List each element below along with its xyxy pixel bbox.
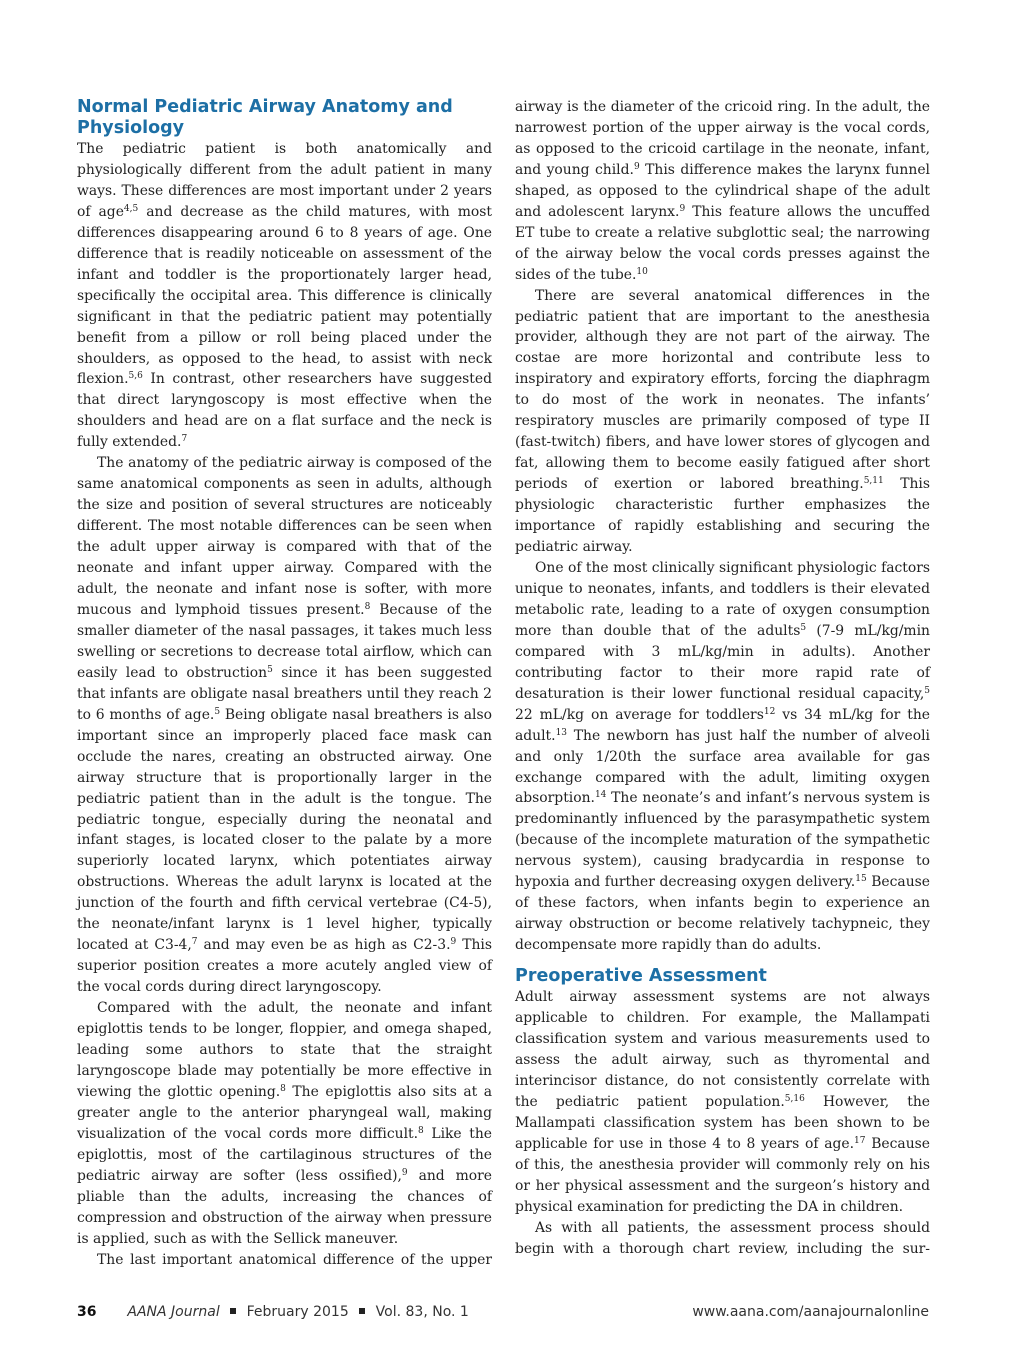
citation-ref: 5,16 — [784, 1093, 805, 1104]
citation-ref: 12 — [763, 706, 776, 717]
citation-ref: 5 — [924, 685, 930, 696]
citation-ref: 5 — [800, 622, 807, 633]
citation-ref: 5,6 — [128, 371, 143, 382]
citation-ref: 8 — [280, 1083, 286, 1094]
citation-ref: 7 — [191, 937, 198, 948]
page-footer — [77, 1304, 929, 1326]
citation-ref: 8 — [364, 601, 371, 612]
citation-ref: 7 — [181, 434, 188, 445]
section-heading-preoperative: Preoperative Assessment — [515, 966, 767, 987]
paragraph: The pediatric patient is both anatomically and physiologically different from the adult patient in many ways. These differences are most important under 2 years of age$^{4,5}$ and decrease as the child matures, with most differences disappearing around 6 to 8 years of age. One difference that is readily noticeable on assessment of the infant and toddler is the proportionately larger head, specifically the occipital area. This difference is clinically significant in that the pediatric patient may potentially benefit from a pillow or roll being placed under the shoulders, as opposed to the head, to assist with neck flexion.$^{5,6}$ In contrast, other researchers have suggested that direct laryngoscopy is most effective when the shoulders and head are on a flat surface and the neck is fully extended.$^7$ — [77, 141, 492, 451]
separator-square-icon — [359, 1308, 365, 1314]
paragraph: airway is the diameter of the cricoid ring. In the adult, the narrowest portion of the upper airway is the vocal cords, as opposed to the cricoid cartilage in the neonate, infant, and young child.$^9$ This difference makes the larynx funnel shaped, as opposed to the cylindrical shape of the adult and adolescent larynx.$^9$ This feature allows the uncuffed ET tube to create a relative subglottic seal; the narrowing of the airway below the vocal cords presses against the sides of the tube.$^{10}$ — [515, 99, 930, 283]
citation-ref: 8 — [418, 1125, 424, 1136]
citation-ref: 17 — [854, 1135, 866, 1146]
paragraph: The anatomy of the pediatric airway is composed of the same anatomical components as seen in adults, although the size and position of several structures are noticeably different. The most notable differences can be seen when the adult upper airway is compared with that of the neonate and infant upper airway. Compared with the adult, the neonate and infant nose is softer, with more mucous and lymphoid tissues present.$^8$ Because of the smaller diameter of the nasal passages, it takes much less swelling or secretions to decrease total airflow, which can easily lead to obstruction$^5$ since it has been suggested that infants are obligate nasal breathers until they reach 2 to 6 months of age.$^5$ Being obligate nasal breathers is also important since an improperly placed face mask can occlude the nares, creating an obstructed airway. One airway structure that is proportionally larger in the pediatric patient than in the adult is the tongue. The pediatric tongue, especially during the neonatal and infant stages, is located closer to the palate by a more superiorly located larynx, which potentiates airway obstructions. Whereas the adult larynx is located at the junction of the fourth and fifth cervical vertebrae (C4-5), the neonate/infant larynx is 1 level higher, typically located at C3-4,$^7$ and may even be as high as C2-3.$^9$ This superior position creates a more acutely angled view of the vocal cords during direct laryngoscopy. — [77, 455, 492, 996]
citation-ref: 9 — [679, 203, 686, 214]
citation-ref: 10 — [636, 266, 648, 277]
paragraph: As with all patients, the assessment process should begin with a thorough chart review, including the sur- — [515, 1219, 930, 1257]
left-column — [77, 97, 492, 1270]
footer-citation — [77, 1304, 469, 1320]
issue-date: February 2015 — [246, 1304, 349, 1320]
citation-ref: 9 — [633, 161, 640, 172]
paragraph: One of the most clinically significant physiologic factors unique to neonates, infants, and toddlers is their elevated metabolic rate, leading to a rate of oxygen consumption more than double that of the adults$^5$ (7-9 mL/kg/min compared with 3 mL/kg/min in adults). Another contributing factor to their more rapid rate of desaturation is their lower functional residual capacity,$^5$ 22 mL/kg on average for toddlers$^{12}$ vs 34 mL/kg for the adult.$^{13}$ The newborn has just half the number of alveoli and only 1/20th the surface area available for gas exchange compared with the adult, limiting oxygen absorption.$^{14}$ The neonate’s and infant’s nervous system is predominantly influenced by the parasympathetic system (because of the incomplete maturation of the sympathetic nervous system), causing bradycardia in response to hypoxia and further decreasing oxygen delivery.$^{15}$ Because of these factors, when infants begin to experience an airway obstruction or become relatively tachypneic, they decompensate more rapidly than do adults. — [515, 559, 930, 954]
citation-ref: 13 — [555, 727, 568, 738]
citation-ref: 9 — [401, 1167, 408, 1178]
paragraph: There are several anatomical differences in the pediatric patient that are important to the anesthesia provider, although they are not part of the airway. The costae are more horizontal and contribute less to inspiratory and expiratory efforts, forcing the diaphragm to do most of the work in neonates. The infants’ respiratory muscles are primarily composed of type II (fast-twitch) fibers, and have lower stores of glycogen and fat, allowing them to become easily fatigued after short periods of exertion or labored breathing.$^{5,11}$ This physiologic characteristic further emphasizes the importance of rapidly establishing and securing the pediatric airway. — [515, 287, 930, 556]
volume-issue: Vol. 83, No. 1 — [375, 1304, 469, 1320]
citation-ref: 15 — [855, 874, 867, 885]
paragraph: The last important anatomical difference of the upper — [97, 1251, 492, 1268]
section-heading-anatomy: Normal Pediatric Airway Anatomy and Physiology — [77, 97, 453, 138]
journal-url[interactable]: www.aana.com/aanajournalonline — [692, 1304, 929, 1320]
separator-square-icon — [230, 1308, 236, 1314]
citation-ref: 4,5 — [123, 203, 139, 214]
citation-ref: 9 — [450, 937, 457, 948]
right-column — [515, 97, 930, 1259]
citation-ref: 5 — [214, 706, 221, 717]
journal-name: AANA Journal — [127, 1304, 220, 1320]
paragraph: Adult airway assessment systems are not always applicable to children. For example, the Mallampati classification system and various measurements used to assess the adult airway, such as thyromental and interincisor distance, do not consistently correlate with the pediatric patient population.$^{5,16}$ However, the Mallampati classification system has been shown to be applicable for use in those 4 to 8 years of age.$^{17}$ Because of this, the anesthesia provider will commonly rely on his or her physical assessment and the surgeon’s history and physical examination for predicting the DA in children. — [515, 989, 931, 1215]
paragraph: Compared with the adult, the neonate and infant epiglottis tends to be longer, floppier, and omega shaped, leading some authors to state that the straight laryngoscope blade may potentially be more effective in viewing the glottic opening.$^8$ The epiglottis also sits at a greater angle to the anterior pharyngeal wall, making visualization of the vocal cords more difficult.$^8$ Like the epiglottis, most of the cartilaginous structures of the pediatric airway are softer (less ossified),$^9$ and more pliable than the adults, increasing the chances of compression and obstruction of the airway when pressure is applied, such as with the Sellick maneuver. — [77, 1000, 492, 1247]
page-number: 36 — [77, 1304, 97, 1320]
citation-ref: 5 — [267, 664, 273, 675]
citation-ref: 5,11 — [863, 476, 884, 487]
citation-ref: 14 — [594, 790, 607, 801]
